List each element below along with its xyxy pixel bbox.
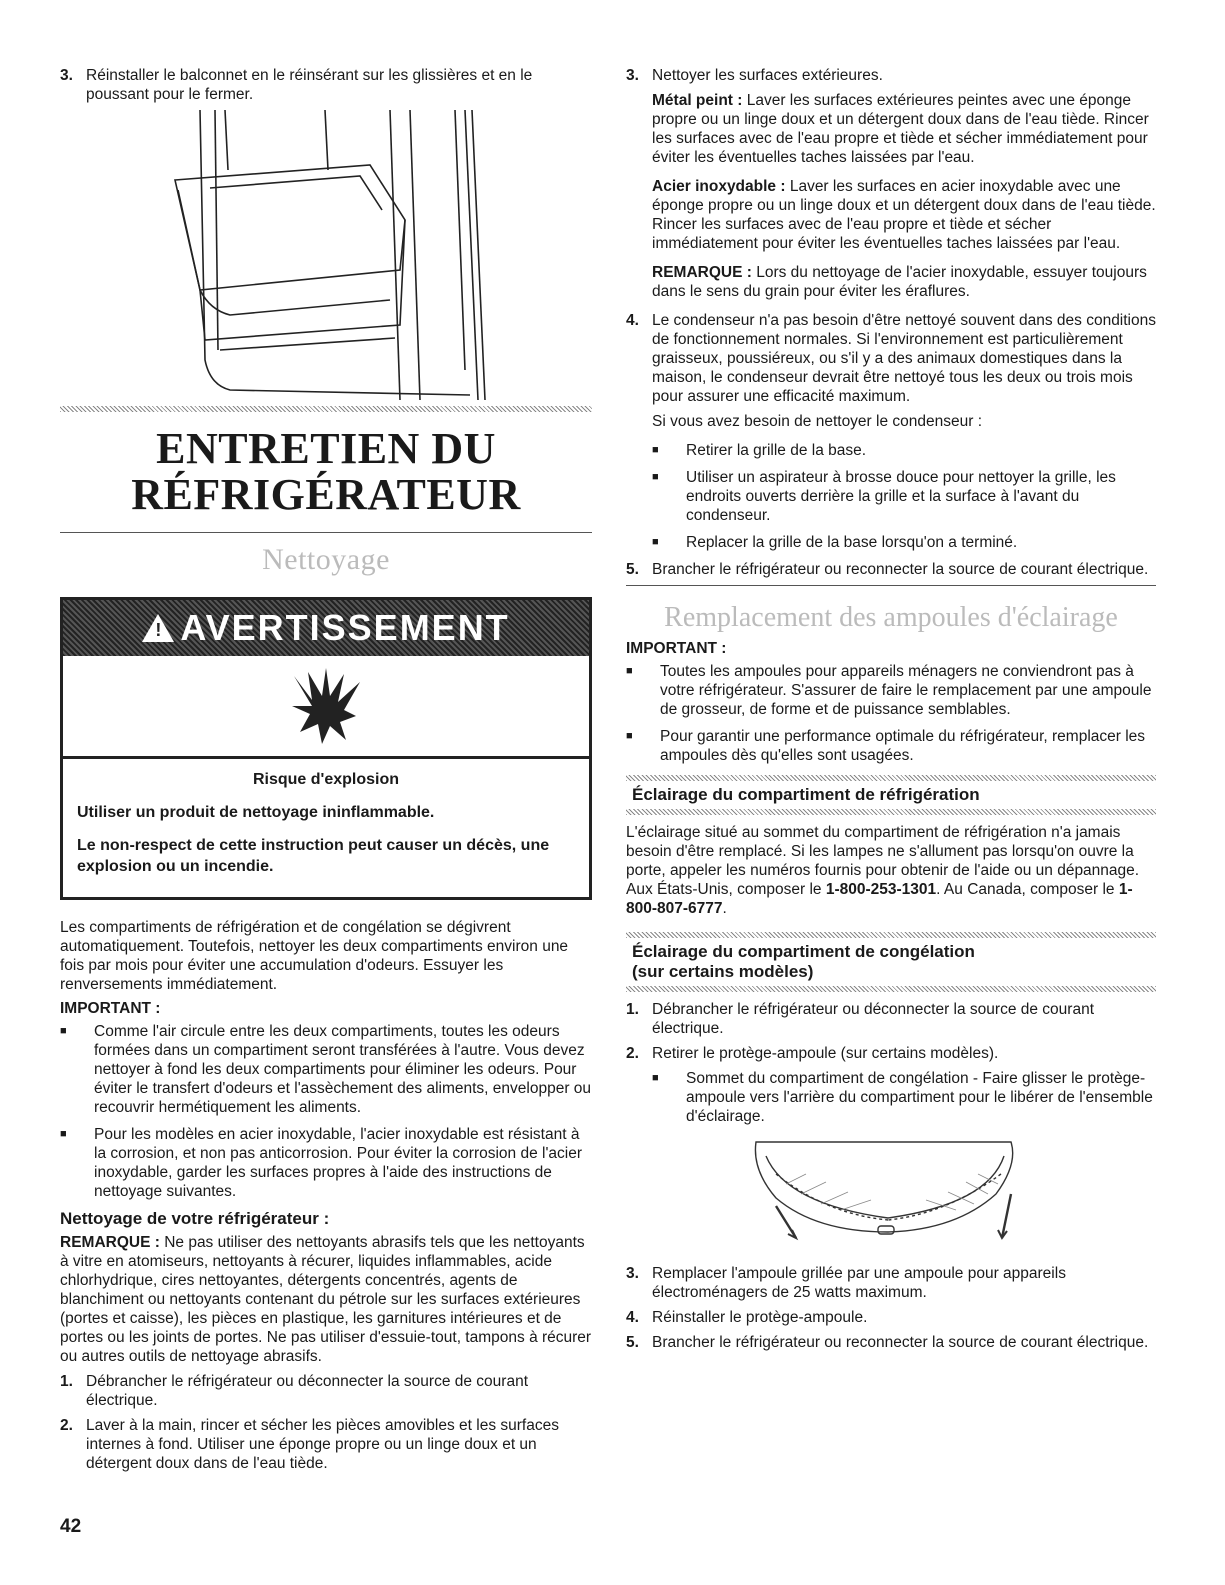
metal-paragraph: Métal peint : Laver les surfaces extérieures peintes avec une éponge propre ou un linge doux et un détergent doux dans de l'eau tiède. Rincer les surfaces avec de l'eau propre et tiède et sécher immédiatement pour éviter les éventuelles taches laissées par l'eau.: [652, 92, 1149, 166]
step-text: Réinstaller le balconnet en le réinsérant sur les glissières et en le poussant pour le fermer.: [86, 67, 533, 103]
list-item: ■ Replacer la grille de la base lorsqu'on a terminé.: [652, 534, 1018, 551]
page-title: ENTRETIEN DU RÉFRIGÉRATEUR: [131, 424, 521, 519]
door-bin-illustration: [60, 110, 592, 400]
warning-header: ! AVERTISSEMENT: [63, 600, 589, 656]
important-label: IMPORTANT :: [60, 1000, 161, 1017]
warning-line-1: Utiliser un produit de nettoyage ininflammable.: [77, 804, 435, 821]
remarque-paragraph: REMARQUE : Ne pas utiliser des nettoyants abrasifs tels que les nettoyants à vitre en atomiseurs, nettoyants à récurer, liquides inflammables, acide chlorhydrique, cires nettoyantes, détergents concentrés, agents de blanchiment ou nettoyants contenant du pétrole sur les surfaces extérieures (portes et caisse), les pièces en plastique, les garnitures intérieures et de portes ou les joints de portes. Ne pas utiliser d'essuie-tout, tampons à récurer ou autres outils de nettoyage abrasifs.: [60, 1234, 592, 1365]
important-label: IMPORTANT :: [626, 640, 727, 657]
list-item: ■ Retirer la grille de la base.: [652, 442, 867, 459]
divider: [60, 406, 592, 412]
warning-triangle-icon: !: [142, 614, 174, 642]
divider: [626, 585, 1156, 586]
right-column: [626, 66, 1156, 1358]
list-item: ■ Utiliser un aspirateur à brosse douce pour nettoyer la grille, les endroits ouverts derrière la grille et la surface à l'avant du condenseur.: [652, 469, 1116, 524]
step-5: 5. Brancher le réfrigérateur ou reconnecter la source de courant électrique.: [626, 561, 1149, 578]
fridge-light-paragraph: L'éclairage situé au sommet du compartiment de réfrigération n'a jamais besoin d'être remplacé. Si les lampes ne s'allument pas lorsqu'on ouvre la porte, appeler les numéros fournis pour obtenir de l'aide ou un dépannage. Aux États-Unis, composer le 1-800-253-1301. Au Canada, composer le 1-800-807-6777.: [626, 824, 1140, 917]
step-3: 3. Remplacer l'ampoule grillée par une ampoule pour appareils électroménagers de 25 watts maximum.: [626, 1265, 1066, 1301]
bullet-icon: ■: [652, 1072, 659, 1084]
warning-risk: Risque d'explosion: [252, 771, 400, 788]
bullet-icon: ■: [652, 536, 659, 548]
section-title: Remplacement des ampoules d'éclairage: [664, 602, 1118, 633]
acier-paragraph: Acier inoxydable : Laver les surfaces en acier inoxydable avec une éponge propre ou un linge doux et un détergent doux dans de l'eau tiède. Rincer les surfaces avec de l'eau propre et tiède et sécher immédiatement pour éviter les éventuelles taches laissées par l'eau.: [652, 178, 1156, 252]
bullet-icon: ■: [626, 665, 633, 677]
step-3: [60, 66, 592, 104]
bullet-icon: ■: [60, 1128, 67, 1140]
bullet-icon: ■: [626, 730, 633, 742]
light-cover-illustration: [626, 1134, 1156, 1254]
step-1: 1. Débrancher le réfrigérateur ou déconnecter la source de courant électrique.: [60, 1373, 529, 1409]
step-number: 3.: [60, 67, 73, 84]
step-1: 1. Débrancher le réfrigérateur ou déconnecter la source de courant électrique.: [626, 1001, 1095, 1037]
freezer-light-heading: Éclairage du compartiment de congélation (sur certains modèles): [632, 942, 975, 981]
bullet-icon: ■: [652, 471, 659, 483]
left-column: [60, 66, 592, 1479]
fridge-light-heading: Éclairage du compartiment de réfrigération: [632, 785, 980, 804]
bullet-icon: ■: [60, 1025, 67, 1037]
bullet-icon: ■: [652, 444, 659, 456]
step-4: 4. Réinstaller le protège-ampoule.: [626, 1309, 868, 1326]
warning-box: [60, 597, 592, 900]
clean-heading: Nettoyage de votre réfrigérateur :: [60, 1209, 330, 1228]
divider: [626, 809, 1156, 815]
list-item: ■ Pour garantir une performance optimale du réfrigérateur, remplacer les ampoules dès qu'elles sont usagées.: [626, 728, 1146, 764]
explosion-icon: [286, 666, 366, 746]
warning-line-2: Le non-respect de cette instruction peut causer un décès, une explosion ou un incendie.: [77, 837, 550, 875]
list-item: ■ Pour les modèles en acier inoxydable, l'acier inoxydable est résistant à la corrosion, et non pas anticorrosion. Pour éviter la corrosion de l'acier inoxydable, garder les surfaces propres à l'aide des instructions de nettoyage suivantes.: [60, 1126, 583, 1200]
list-item: ■ Toutes les ampoules pour appareils ménagers ne conviendront pas à votre réfrigérateur. S'assurer de faire le remplacement par une ampoule de grosseur, de forme et de puissance semblables.: [626, 663, 1152, 718]
divider: [626, 986, 1156, 992]
step-5: 5. Brancher le réfrigérateur ou reconnecter la source de courant électrique.: [626, 1334, 1149, 1351]
step-3: 3. Nettoyer les surfaces extérieures.: [626, 67, 883, 84]
intro-paragraph: Les compartiments de réfrigération et de congélation se dégivrent automatiquement. Toutefois, nettoyer les deux compartiments environ une fois par mois pour éviter une accumulation d'odeurs. Essuyer les renversements immédiatement.: [60, 919, 569, 993]
condenser-intro: Si vous avez besoin de nettoyer le condenseur :: [652, 413, 983, 430]
remarque-paragraph: REMARQUE : Lors du nettoyage de l'acier inoxydable, essuyer toujours dans le sens du grain pour éviter les éraflures.: [652, 264, 1147, 300]
step-4: 4. Le condenseur n'a pas besoin d'être nettoyé souvent dans des conditions de fonctionnement normales. Si l'environnement est particulièrement graisseux, poussiéreux, ou s'il y a des animaux domestiques dans la maison, le condenseur devrait être nettoyé tous les deux ou trois mois pour assurer une efficacité maximum.: [626, 312, 1156, 405]
step-2: 2. Retirer le protège-ampoule (sur certains modèles).: [626, 1045, 999, 1062]
page-number: 42: [60, 1516, 82, 1537]
section-title: Nettoyage: [262, 543, 390, 576]
list-item: ■ Comme l'air circule entre les deux compartiments, toutes les odeurs formées dans un compartiment seront transférées à l'autre. Vous devez nettoyer à fond les deux compartiments pour éliminer les odeurs. Pour éviter le transfert d'odeurs et l'assèchement des aliments, envelopper ou recouvrir hermétiquement les aliments.: [60, 1023, 592, 1116]
divider: [60, 532, 592, 533]
list-item: ■ Sommet du compartiment de congélation - Faire glisser le protège-ampoule vers l'arrière du compartiment pour le libérer de l'ensemble d'éclairage.: [652, 1070, 1153, 1125]
step-2: 2. Laver à la main, rincer et sécher les pièces amovibles et les surfaces internes à fond. Utiliser une éponge propre ou un linge doux et un détergent doux dans de l'eau tiède.: [60, 1417, 559, 1472]
